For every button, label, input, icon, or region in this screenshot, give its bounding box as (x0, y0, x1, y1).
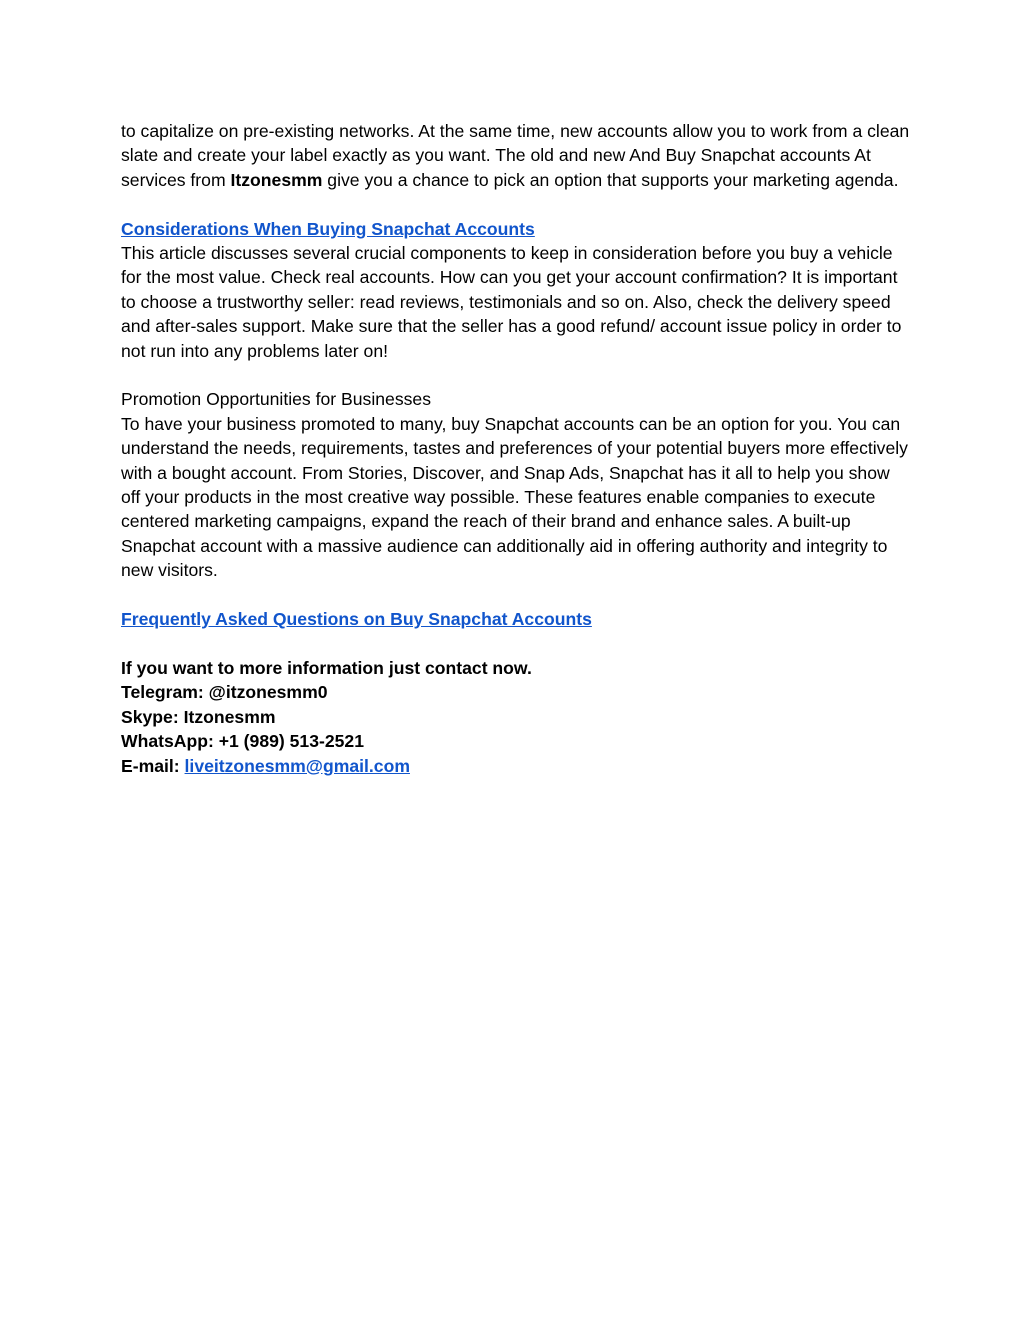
intro-text-after: give you a chance to pick an option that supports your marketing agenda. (322, 169, 899, 190)
paragraph-spacer (121, 363, 911, 387)
contact-email-link[interactable]: liveitzonesmm@gmail.com (184, 755, 410, 776)
contact-email-line (121, 754, 911, 778)
contact-whatsapp: WhatsApp: +1 (989) 513-2521 (121, 731, 364, 752)
faq-heading-link[interactable]: Frequently Asked Questions on Buy Snapchat Accounts (121, 609, 592, 630)
considerations-paragraph: This article discusses several crucial components to keep in consideration before you buy a vehicle for the most value. Check real accounts. How can you get your account confirmation? It is important to choose a trustworthy seller: read reviews, testimonials and so on. Also, check the delivery speed and after-sales support. Make sure that the seller has a good refund/ account issue policy in order to not run into any problems later on! (121, 243, 902, 361)
intro-paragraph (121, 119, 911, 192)
contact-telegram: Telegram: @itzonesmm0 (121, 682, 328, 703)
intro-text-before: to capitalize on pre-existing networks. At the same time, new accounts allow you to work from a clean slate and create your label exactly as you want. The old and new And Buy Snapchat accounts At services from (121, 121, 910, 190)
contact-skype: Skype: Itzonesmm (121, 706, 276, 727)
considerations-heading-link[interactable]: Considerations When Buying Snapchat Accounts (121, 218, 535, 239)
contact-cta: If you want to more information just contact now. (121, 657, 532, 678)
promotion-paragraph: To have your business promoted to many, buy Snapchat accounts can be an option for you. You can understand the needs, requirements, tastes and preferences of your potential buyers more effectively with a bought account. From Stories, Discover, and Snap Ads, Snapchat has it all to help you show off your products in the most creative way possible. These features enable companies to execute centered marketing campaigns, expand the reach of their brand and enhance sales. A built-up Snapchat account with a massive audience can additionally aid in offering authority and integrity to new visitors. (121, 413, 908, 581)
paragraph-spacer (121, 583, 911, 607)
brand-name: Itzonesmm (230, 169, 323, 190)
document-page (121, 119, 911, 778)
contact-block (121, 656, 911, 778)
contact-email-label: E-mail: (121, 755, 185, 776)
promotion-heading: Promotion Opportunities for Businesses (121, 389, 431, 410)
paragraph-spacer (121, 192, 911, 216)
paragraph-spacer (121, 631, 911, 655)
